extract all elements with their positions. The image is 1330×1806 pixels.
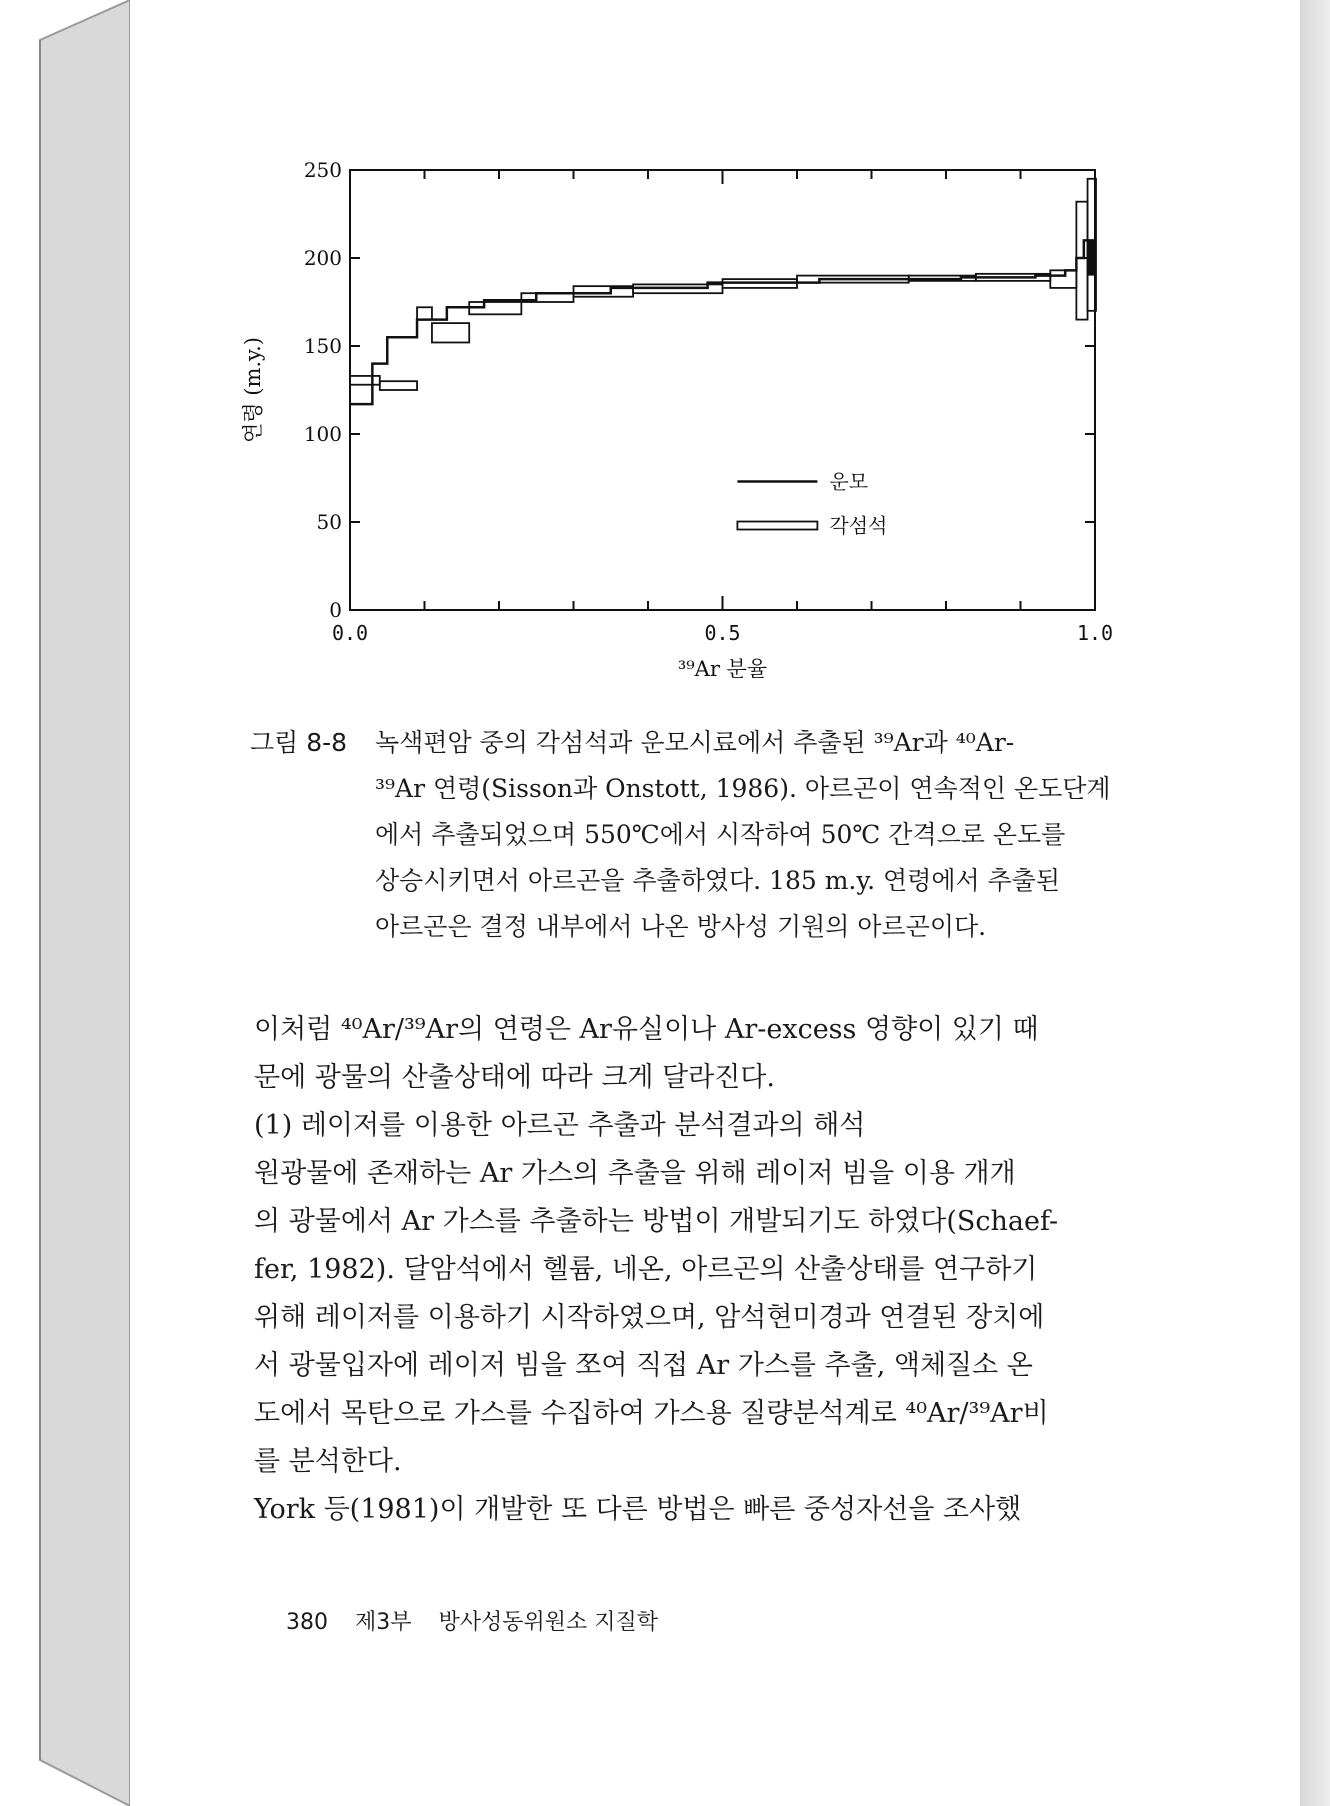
caption-line: 에서 추출되었으며 550℃에서 시작하여 50℃ 간격으로 온도를 bbox=[375, 820, 1066, 849]
page-shadow bbox=[1300, 0, 1330, 1806]
y-tick-label: 0 bbox=[329, 598, 342, 622]
x-tick-label: 0.5 bbox=[704, 621, 741, 645]
x-axis-label: ³⁹Ar 분율 bbox=[677, 657, 768, 681]
series-band-hornblende bbox=[1095, 179, 1096, 311]
page-footer bbox=[286, 1605, 678, 1636]
series-band-hornblende bbox=[1050, 270, 1076, 288]
book-title: 방사성동위원소 지질학 bbox=[438, 1610, 659, 1635]
caption-line: 아르곤은 결정 내부에서 나온 방사성 기원의 아르곤이다. bbox=[375, 912, 987, 941]
y-tick-label: 200 bbox=[303, 246, 342, 270]
page-number: 380 bbox=[286, 1610, 328, 1635]
y-tick-label: 100 bbox=[303, 422, 342, 446]
body-line: 이처럼 ⁴⁰Ar/³⁹Ar의 연령은 Ar유실이나 Ar-excess 영향이 있기 때 bbox=[254, 1014, 1039, 1045]
x-tick-label: 1.0 bbox=[1076, 621, 1114, 645]
y-tick-label: 50 bbox=[316, 510, 342, 534]
series-band-fill bbox=[1088, 240, 1095, 275]
series-band-hornblende bbox=[417, 307, 432, 319]
caption-line: 상승시키면서 아르곤을 추출하였다. 185 m.y. 연령에서 추출된 bbox=[375, 866, 1061, 895]
body-line: 원광물에 존재하는 Ar 가스의 추출을 위해 레이저 빔을 이용 개개 bbox=[254, 1158, 1016, 1189]
series-band-hornblende bbox=[432, 323, 469, 342]
series-band-hornblende bbox=[1076, 202, 1087, 320]
series-band-hornblende bbox=[350, 376, 380, 385]
x-tick-label: 0.0 bbox=[331, 621, 369, 645]
figure-number: 그림 8-8 bbox=[250, 728, 348, 757]
body-line: 위해 레이저를 이용하기 시작하였으며, 암석현미경과 연결된 장치에 bbox=[254, 1302, 1045, 1333]
caption-line: 녹색편암 중의 각섬석과 운모시료에서 추출된 ³⁹Ar과 ⁴⁰Ar- bbox=[375, 728, 1015, 757]
body-line: 의 광물에서 Ar 가스를 추출하는 방법이 개발되기도 하였다(Schaef- bbox=[254, 1206, 1059, 1237]
y-tick-label: 150 bbox=[303, 334, 342, 358]
y-axis-label: 연령 (m.y.) bbox=[241, 337, 265, 443]
body-line: 문에 광물의 산출상태에 따라 크게 달라진다. bbox=[254, 1062, 775, 1093]
body-line: fer, 1982). 달암석에서 헬륨, 네온, 아르곤의 산출상태를 연구하기 bbox=[254, 1254, 1038, 1285]
legend-label: 각섬석 bbox=[829, 513, 888, 538]
y-tick-label: 250 bbox=[303, 158, 342, 182]
body-line: 서 광물입자에 레이저 빔을 쪼여 직접 Ar 가스를 추출, 액체질소 온 bbox=[254, 1350, 1033, 1381]
body-line: 를 분석한다. bbox=[254, 1446, 402, 1477]
section-heading: (1) 레이저를 이용한 아르곤 추출과 분석결과의 해석 bbox=[254, 1110, 866, 1141]
legend-band-hornblende bbox=[737, 522, 817, 530]
legend-label: 운모 bbox=[829, 469, 869, 494]
plot-frame bbox=[350, 170, 1095, 610]
part-label: 제3부 bbox=[355, 1610, 412, 1635]
series-band-hornblende bbox=[380, 381, 417, 390]
caption-line: ³⁹Ar 연령(Sisson과 Onstott, 1986). 아르곤이 연속적인 온도단계 bbox=[375, 774, 1111, 803]
body-line: York 등(1981)이 개발한 또 다른 방법은 빠른 중성자선을 조사했 bbox=[254, 1494, 1022, 1525]
body-line: 도에서 목탄으로 가스를 수집하여 가스용 질량분석계로 ⁴⁰Ar/³⁹Ar비 bbox=[254, 1398, 1049, 1429]
age-spectrum-chart bbox=[230, 140, 1130, 700]
